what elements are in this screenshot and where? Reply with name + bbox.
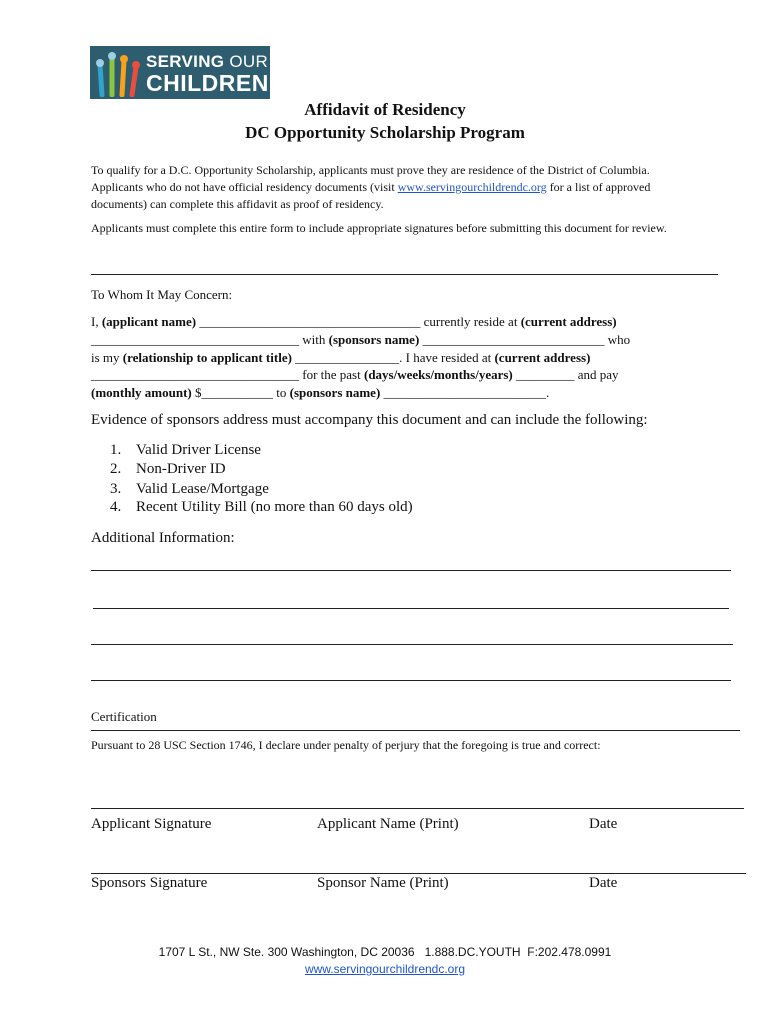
- page-subtitle: DC Opportunity Scholarship Program: [245, 123, 525, 142]
- additional-info-line-3[interactable]: [91, 644, 733, 645]
- footer-address: 1707 L St., NW Ste. 300 Washington, DC 20036 1.888.DC.YOUTH F:202.478.0991: [158, 945, 612, 959]
- certification-divider: [91, 730, 740, 731]
- applicant-signature-label: Applicant Signature: [91, 816, 212, 832]
- additional-info-label: Additional Information:: [91, 530, 235, 546]
- list-item: 2. Non-Driver ID: [110, 461, 226, 477]
- logo: [90, 46, 270, 99]
- additional-info-line-1[interactable]: [91, 570, 731, 571]
- letter-line-5: (monthly amount) $___________ to (sponsors name) _________________________.: [91, 385, 550, 400]
- applicant-signature-line[interactable]: [91, 808, 744, 809]
- footer-website: [0, 962, 770, 976]
- certification-label: Certification: [91, 709, 157, 724]
- hands-logo-icon: [94, 51, 144, 97]
- page-title: Affidavit of Residency: [304, 100, 466, 119]
- website-link[interactable]: www.servingourchildrendc.org: [397, 180, 547, 194]
- letter-line-4: ________________________________ for the past (days/weeks/months/years) _________ and pay: [91, 367, 619, 382]
- instructions-paragraph: Applicants must complete this entire form to include appropriate signatures before submitting this document for review.: [91, 221, 667, 235]
- logo-line1: SERVING OUR: [146, 52, 269, 71]
- applicant-date-label: Date: [589, 816, 618, 832]
- sponsor-date-label: Date: [589, 875, 618, 891]
- salutation: To Whom It May Concern:: [91, 287, 233, 302]
- sponsor-signature-label: Sponsors Signature: [91, 875, 208, 891]
- sponsor-signature-line[interactable]: [91, 873, 746, 874]
- list-item: 3. Valid Lease/Mortgage: [110, 481, 269, 497]
- certification-statement: Pursuant to 28 USC Section 1746, I declare under penalty of perjury that the foregoing is true and correct:: [91, 738, 601, 752]
- divider: [91, 274, 718, 275]
- letter-line-1: I, (applicant name) __________________________________ currently reside at (current address): [91, 314, 617, 329]
- letter-line-3: is my (relationship to applicant title) ________________. I have resided at (current address): [91, 350, 591, 365]
- list-item: 4. Recent Utility Bill (no more than 60 days old): [110, 499, 413, 515]
- additional-info-line-2[interactable]: [93, 608, 729, 609]
- applicant-name-label: Applicant Name (Print): [317, 816, 459, 832]
- evidence-heading: Evidence of sponsors address must accompany this document and can include the following:: [91, 412, 648, 428]
- footer-website-link[interactable]: www.servingourchildrendc.org: [304, 962, 466, 976]
- letter-line-2: ________________________________ with (sponsors name) ____________________________ who: [91, 332, 631, 347]
- additional-info-line-4[interactable]: [91, 680, 731, 681]
- logo-line2: CHILDREN: [146, 70, 269, 96]
- sponsor-name-label: Sponsor Name (Print): [317, 875, 449, 891]
- list-item: 1. Valid Driver License: [110, 442, 261, 458]
- intro-paragraph: To qualify for a D.C. Opportunity Scholarship, applicants must prove they are residence of the District of Columbia. Applicants who do not have official residency documents (visit www.servingourchildrendc.org for a list of approved documents) can complete this affidavit as proof of residency.: [91, 163, 651, 211]
